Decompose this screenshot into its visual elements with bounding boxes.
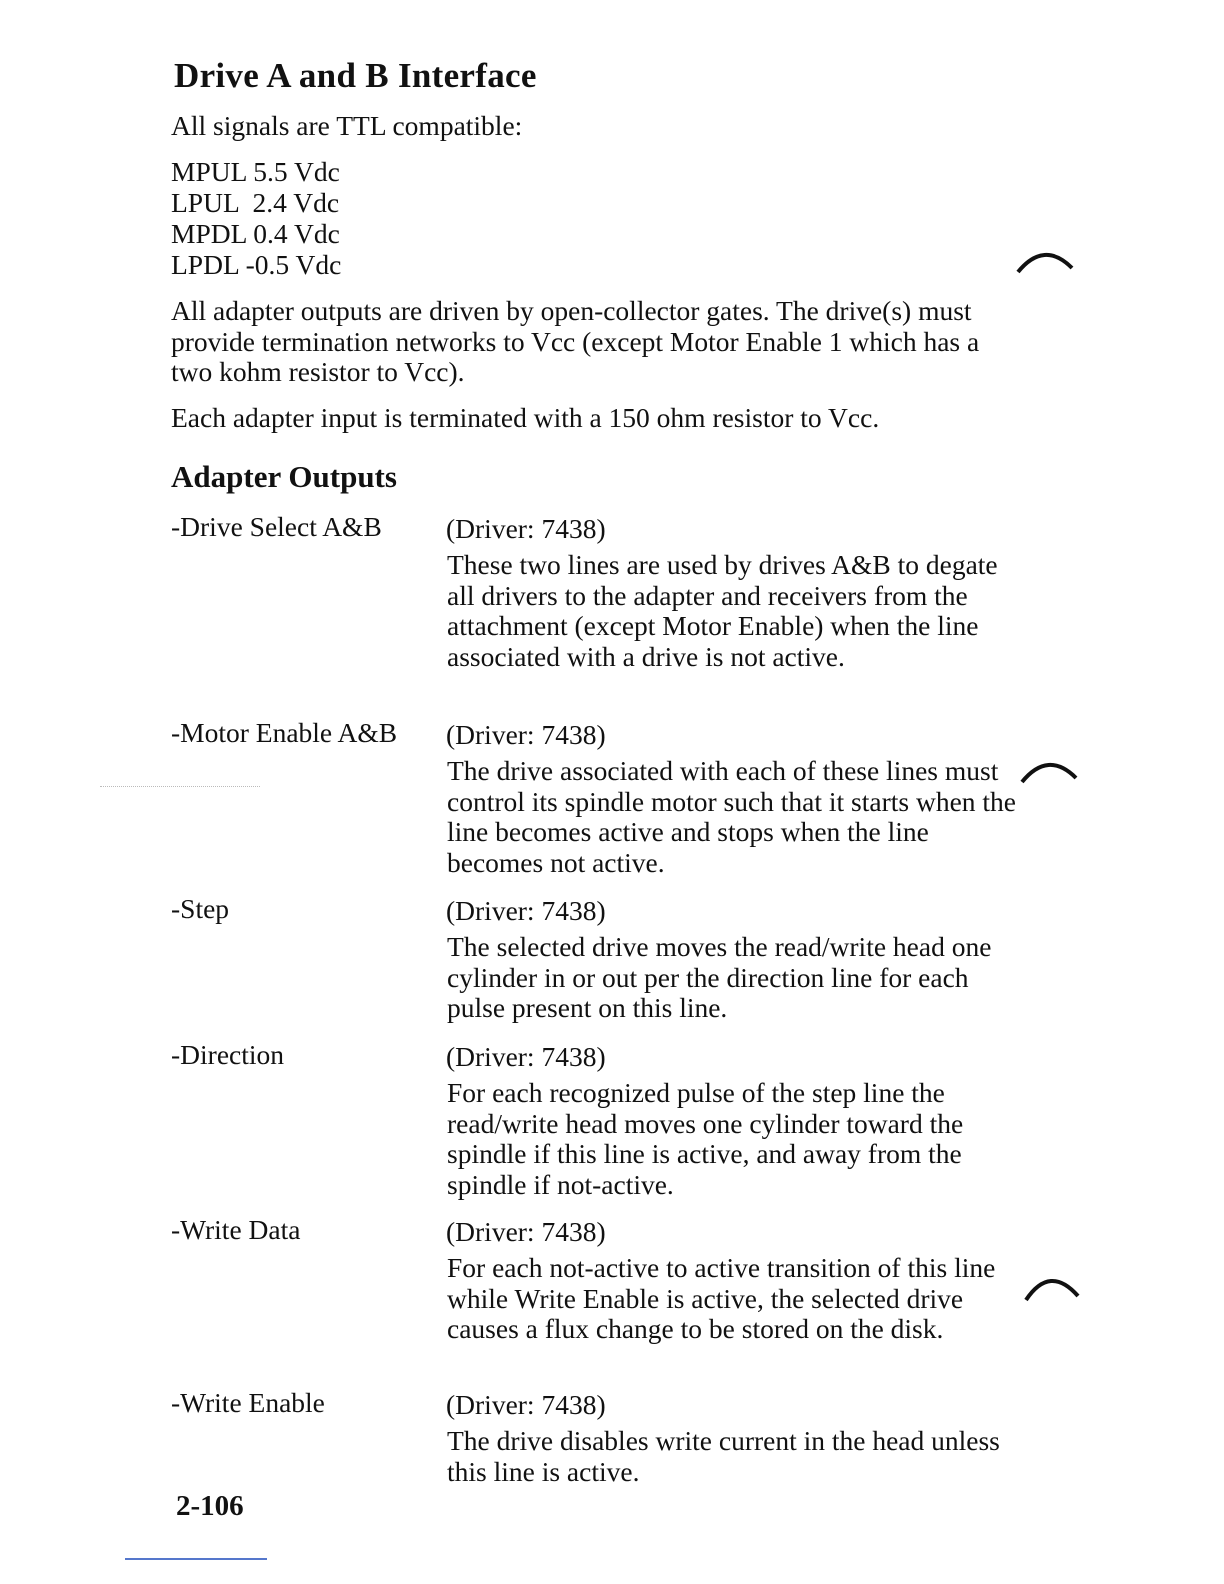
binder-tab-mark-icon [1014,246,1078,276]
scan-artifact-line [125,1558,267,1560]
signal-level-item: LPDL -0.5 Vdc [171,249,342,280]
signal-description: The selected drive moves the read/write head one cylinder in or out per the direction line for each pulse present on this line. [447,931,992,1024]
driver-spec: (Driver: 7438) [446,1216,606,1247]
signal-level-item: MPUL 5.5 Vdc [171,156,340,187]
signal-levels-list [171,156,341,280]
section-heading: Adapter Outputs [171,459,397,494]
intro-text: All signals are TTL compatible: [171,110,523,141]
signal-name: -Drive Select A&B [171,511,382,542]
page-number: 2-106 [176,1490,244,1522]
signal-description: These two lines are used by drives A&B to degate all drivers to the adapter and receivers from the attachment (except Motor Enable) when the line associated with a drive is not active. [447,549,998,673]
signal-name: -Motor Enable A&B [171,717,398,748]
driver-spec: (Driver: 7438) [446,719,606,750]
signal-description: For each not-active to active transition of this line while Write Enable is active, the selected drive causes a flux change to be stored on the disk. [447,1252,996,1345]
signal-description: The drive associated with each of these lines must control its spindle motor such that it starts when the line becomes active and stops when the line becomes not active. [447,755,1017,879]
signal-description: The drive disables write current in the head unless this line is active. [447,1425,1000,1487]
driver-spec: (Driver: 7438) [446,1041,606,1072]
signal-level-item: MPDL 0.4 Vdc [171,218,340,249]
binder-tab-mark-icon [1020,1270,1084,1304]
signal-name: -Step [171,893,230,924]
binder-tab-mark-icon [1018,756,1082,786]
driver-spec: (Driver: 7438) [446,513,606,544]
scan-artifact-divider [100,786,260,788]
termination-paragraph: Each adapter input is terminated with a 150 ohm resistor to Vcc. [171,402,880,433]
signal-name: -Write Data [171,1214,301,1245]
page-title: Drive A and B Interface [174,56,537,95]
driver-spec: (Driver: 7438) [446,895,606,926]
driver-spec: (Driver: 7438) [446,1389,606,1420]
signal-description: For each recognized pulse of the step line the read/write head moves one cylinder toward the spindle if this line is active, and away from the spindle if not-active. [447,1077,964,1201]
signal-name: -Write Enable [171,1387,325,1418]
signal-name: -Direction [171,1039,285,1070]
open-collector-paragraph: All adapter outputs are driven by open-collector gates. The drive(s) must provide termination networks to Vcc (except Motor Enable 1 which has a two kohm resistor to Vcc). [171,295,980,387]
signal-level-item: LPUL 2.4 Vdc [171,187,340,218]
